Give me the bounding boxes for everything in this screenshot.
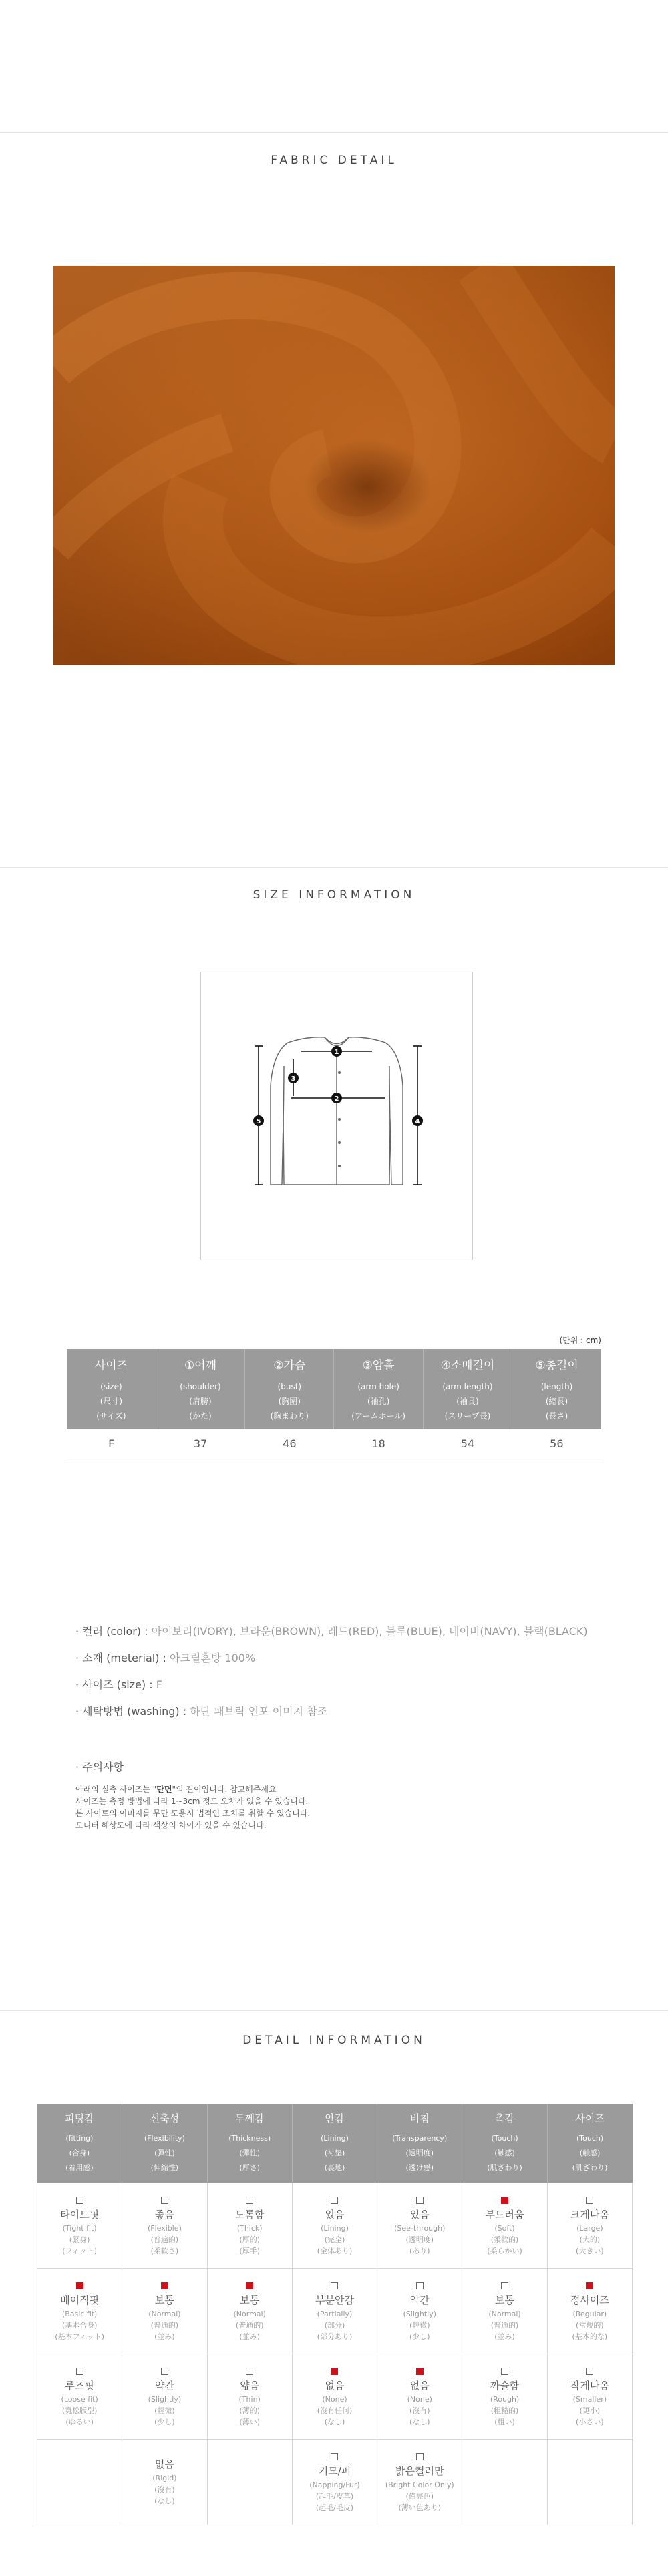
- svg-text:5: 5: [256, 1118, 261, 1125]
- detail-cell: [462, 2183, 547, 2268]
- header-label-jp: (透け感): [405, 2163, 434, 2172]
- option-label-en: (Regular): [572, 2309, 607, 2318]
- checkbox-checked: [161, 2282, 168, 2289]
- checkbox-unchecked: [501, 2282, 508, 2289]
- option-label: 까슬함: [490, 2379, 520, 2392]
- checkbox-unchecked: [331, 2282, 338, 2289]
- option-label-cn: (緊身): [69, 2235, 90, 2244]
- option-label-en: (Thick): [236, 2223, 263, 2233]
- option-label-cn: (薄的): [239, 2406, 260, 2415]
- option-label-cn: (普通的): [235, 2320, 264, 2330]
- fabric-photo: [53, 266, 615, 665]
- header-label: 피팅감: [65, 2112, 94, 2125]
- header-label: 안감: [325, 2112, 345, 2125]
- option-label-cn: (完全): [324, 2235, 345, 2244]
- header-label-cn: (袖孔): [367, 1396, 390, 1406]
- option-label-en: (Rigid): [152, 2474, 177, 2482]
- header-label-en: (Flexibility): [144, 2133, 185, 2143]
- option-label-en: (Normal): [233, 2309, 266, 2318]
- option-label-cn: (寬松版型): [61, 2406, 98, 2415]
- option-label-jp: (なし): [409, 2417, 430, 2426]
- option-label-jp: (あり): [409, 2246, 430, 2255]
- divider-notice: [0, 2010, 668, 2011]
- detail-cell: [37, 2354, 122, 2439]
- header-label: 신축성: [150, 2112, 180, 2125]
- notice-line: 본 사이트의 이미지를 무단 도용시 법적인 조치를 취할 수 있습니다.: [75, 1809, 311, 1818]
- header-label-en: (length): [540, 1381, 573, 1391]
- header-label-cn: (尺寸): [100, 1396, 123, 1406]
- option-label: 베이직핏: [60, 2293, 100, 2306]
- header-label-cn: (彈性): [154, 2148, 175, 2157]
- size-header-cell: [423, 1349, 512, 1429]
- size-table-header: [67, 1349, 601, 1429]
- option-label-cn: (輕微): [409, 2320, 430, 2330]
- detail-header-cell: [292, 2104, 377, 2183]
- option-label: 없음: [325, 2379, 345, 2392]
- option-label-jp: (並み): [154, 2332, 175, 2341]
- header-label-cn: (胸圍): [278, 1396, 301, 1406]
- option-label-en: (Basic fit): [61, 2309, 98, 2318]
- header-label-en: (Lining): [321, 2133, 349, 2143]
- option-label-cn: (沒有): [154, 2485, 175, 2494]
- detail-cell: [547, 2439, 632, 2525]
- option-label-cn: (普通的): [150, 2320, 179, 2330]
- detail-cell: [37, 2183, 122, 2268]
- option-label-en: (See-through): [394, 2223, 446, 2233]
- option-label-en: (Tight fit): [62, 2223, 97, 2233]
- header-label-jp: (着用感): [65, 2163, 94, 2172]
- checkbox-unchecked: [416, 2282, 424, 2289]
- header-label-jp: (肌ざわり): [487, 2163, 522, 2172]
- header-label: 사이즈: [575, 2112, 605, 2125]
- checkbox-unchecked: [161, 2368, 168, 2375]
- option-label: 도톰함: [234, 2208, 265, 2221]
- option-label-en: (Loose fit): [61, 2394, 98, 2404]
- table-cell: 37: [156, 1429, 244, 1459]
- detail-cell: [122, 2183, 207, 2268]
- size-header-cell: [156, 1349, 244, 1429]
- option-label-cn: (厚的): [239, 2235, 260, 2244]
- detail-cell: [207, 2268, 292, 2354]
- detail-header-cell: [37, 2104, 122, 2183]
- option-label-jp: (なし): [324, 2417, 345, 2426]
- option-label-cn: (普通的): [490, 2320, 519, 2330]
- detail-cell: [207, 2439, 292, 2525]
- detail-cell: [207, 2354, 292, 2439]
- option-label-en: (Rough): [490, 2394, 520, 2404]
- option-label-cn: (柔軟的): [490, 2235, 519, 2244]
- svg-text:2: 2: [334, 1095, 339, 1103]
- table-row: [37, 2354, 633, 2439]
- header-label: ①어깨: [184, 1358, 217, 1372]
- option-label-jp: (ゆるい): [65, 2417, 94, 2426]
- notice-title: · 주의사항: [75, 1761, 124, 1773]
- option-label-jp: (並み): [494, 2332, 515, 2341]
- header-label-en: (arm length): [442, 1381, 493, 1391]
- option-label-en: (None): [322, 2394, 347, 2404]
- checkbox-checked: [76, 2282, 84, 2289]
- divider-fabric: [0, 867, 668, 868]
- header-label-cn: (衬垫): [324, 2148, 345, 2157]
- option-label-cn: (部分): [324, 2320, 345, 2330]
- option-label: 약간: [154, 2379, 174, 2392]
- table-cell: 46: [245, 1429, 334, 1459]
- checkbox-checked: [586, 2282, 593, 2289]
- option-label-en: (Napping/Fur): [309, 2480, 360, 2489]
- option-label: 기모/퍼: [318, 2464, 351, 2477]
- detail-table: [37, 2104, 633, 2525]
- info-material: · 소재 (meterial) : 아크릴혼방 100%: [75, 1652, 256, 1664]
- option-label-en: (Flexible): [147, 2223, 182, 2233]
- option-label: 없음: [409, 2379, 430, 2392]
- option-label: 보통: [495, 2293, 515, 2306]
- header-label-jp: (長さ): [545, 1411, 568, 1421]
- table-row: [37, 2183, 633, 2268]
- option-label-en: (Normal): [148, 2309, 181, 2318]
- table-cell: F: [67, 1429, 156, 1459]
- detail-cell: [547, 2183, 632, 2268]
- size-information-title: SIZE INFORMATION: [253, 888, 415, 902]
- option-label-cn: (透明度): [405, 2235, 434, 2244]
- header-label-jp: (厚さ): [239, 2163, 260, 2172]
- option-label-cn: (輕微): [154, 2406, 175, 2415]
- checkbox-unchecked: [76, 2368, 84, 2375]
- header-label-jp: (伸縮性): [150, 2163, 179, 2172]
- header-label-cn: (触感): [579, 2148, 601, 2157]
- checkbox-unchecked: [501, 2368, 508, 2375]
- detail-cell: [462, 2268, 547, 2354]
- detail-cell: [122, 2439, 207, 2525]
- table-cell: 54: [423, 1429, 512, 1459]
- checkbox-unchecked: [416, 2453, 424, 2460]
- option-label: 보통: [240, 2293, 260, 2306]
- detail-header-cell: [547, 2104, 632, 2183]
- detail-table-header: [37, 2104, 633, 2183]
- detail-cell: [37, 2439, 122, 2525]
- option-label-jp: (薄い色あり): [398, 2503, 442, 2512]
- option-label-cn: (粗糙的): [490, 2406, 519, 2415]
- detail-cell: [462, 2354, 547, 2439]
- option-label-en: (Slightly): [148, 2394, 182, 2404]
- option-label-en: (Soft): [494, 2223, 515, 2233]
- size-header-cell: [512, 1349, 601, 1429]
- header-label-en: (size): [100, 1381, 122, 1391]
- option-label-jp: (少し): [154, 2417, 175, 2426]
- header-label: ②가슴: [273, 1358, 306, 1372]
- option-label-cn: (起毛/皮草): [315, 2491, 354, 2501]
- option-label-jp: (フィット): [62, 2246, 97, 2255]
- checkbox-unchecked: [246, 2197, 253, 2204]
- detail-cell: [292, 2354, 377, 2439]
- option-label: 타이트핏: [60, 2208, 100, 2221]
- option-label-jp: (粗い): [494, 2417, 515, 2426]
- option-label: 약간: [409, 2293, 430, 2306]
- notice-line: 모니터 해상도에 따라 색상의 차이가 있을 수 있습니다.: [75, 1821, 267, 1830]
- header-label: 촉감: [495, 2112, 515, 2125]
- option-label: 보통: [154, 2293, 174, 2306]
- size-header-cell: [245, 1349, 334, 1429]
- header-label-cn: (透明度): [405, 2148, 434, 2157]
- checkbox-unchecked: [331, 2197, 338, 2204]
- notice-line: 아래의 실측 사이즈는 "단면"의 길이입니다. 참고해주세요: [75, 1785, 277, 1794]
- header-label-cn: (肩膀): [189, 1396, 212, 1406]
- option-label-jp: (基本的な): [572, 2332, 608, 2341]
- detail-cell: [462, 2439, 547, 2525]
- header-label-en: (bust): [277, 1381, 302, 1391]
- detail-header-cell: [377, 2104, 462, 2183]
- header-label-jp: (胸まわり): [270, 1411, 309, 1421]
- header-label-jp: (肌ざわり): [572, 2163, 608, 2172]
- option-label-cn: (基本合身): [61, 2320, 98, 2330]
- option-label-cn: (普遍的): [150, 2235, 179, 2244]
- size-header-cell: [67, 1349, 156, 1429]
- table-cell: 18: [334, 1429, 423, 1459]
- option-label-jp: (少し): [409, 2332, 430, 2341]
- unit-label: (단위 : cm): [559, 1336, 601, 1345]
- detail-cell: [292, 2439, 377, 2525]
- detail-cell: [122, 2268, 207, 2354]
- svg-text:1: 1: [334, 1049, 339, 1056]
- option-label-en: (Large): [576, 2223, 603, 2233]
- checkbox-checked: [246, 2282, 253, 2289]
- option-label: 정사이즈: [570, 2293, 609, 2306]
- option-label-cn: (常規的): [576, 2320, 604, 2330]
- option-label-jp: (小さい): [576, 2417, 604, 2426]
- detail-information-title: DETAIL INFORMATION: [242, 2034, 426, 2047]
- detail-cell: [377, 2439, 462, 2525]
- detail-cell: [547, 2354, 632, 2439]
- header-label-cn: (袖長): [456, 1396, 479, 1406]
- svg-text:3: 3: [291, 1075, 296, 1083]
- option-label-jp: (基本フィット): [55, 2332, 104, 2341]
- option-label: 얇음: [240, 2379, 260, 2392]
- svg-text:4: 4: [415, 1118, 420, 1125]
- detail-cell: [37, 2268, 122, 2354]
- option-label-en: (Bright Color Only): [385, 2480, 454, 2489]
- checkbox-unchecked: [331, 2453, 338, 2460]
- option-label-jp: (柔らかい): [487, 2246, 522, 2255]
- header-label-en: (Touch): [576, 2133, 604, 2143]
- info-color: · 컬러 (color) : 아이보리(IVORY), 브라운(BROWN), 레드(RED), 블루(BLUE), 네이비(NAVY), 블랙(BLACK): [75, 1625, 588, 1638]
- header-label-jp: (スリーブ長): [444, 1411, 491, 1421]
- size-diagram: [200, 972, 473, 1260]
- option-label-jp: (なし): [154, 2497, 175, 2505]
- header-label: ⑤총길이: [535, 1358, 578, 1372]
- header-label-jp: (アームホール): [351, 1411, 406, 1421]
- checkbox-unchecked: [416, 2197, 424, 2204]
- header-label-jp: (裏地): [324, 2163, 345, 2172]
- option-label-jp: (柔軟さ): [150, 2246, 179, 2255]
- header-label-en: (arm hole): [357, 1381, 399, 1391]
- info-size: · 사이즈 (size) : F: [75, 1678, 162, 1691]
- option-label: 크게나옴: [570, 2208, 609, 2221]
- header-label-cn: (触感): [494, 2148, 515, 2157]
- size-header-cell: [334, 1349, 423, 1429]
- checkbox-unchecked: [76, 2197, 84, 2204]
- detail-cell: [377, 2268, 462, 2354]
- detail-header-cell: [207, 2104, 292, 2183]
- option-label-jp: (並み): [239, 2332, 260, 2341]
- header-label-en: (Transparency): [392, 2133, 448, 2143]
- checkbox-checked: [501, 2197, 508, 2204]
- checkbox-unchecked: [246, 2368, 253, 2375]
- option-label-jp: (部分あり): [317, 2332, 353, 2341]
- checkbox-unchecked: [586, 2197, 593, 2204]
- detail-cell: [122, 2354, 207, 2439]
- option-label-cn: (僅亮色): [405, 2491, 434, 2501]
- header-label-en: (shoulder): [180, 1381, 221, 1391]
- table-row: [37, 2439, 633, 2525]
- detail-header-cell: [122, 2104, 207, 2183]
- product-info-list: [75, 1618, 588, 1725]
- header-label-cn: (合身): [69, 2148, 90, 2157]
- header-label-cn: (彈性): [239, 2148, 260, 2157]
- checkbox-checked: [416, 2368, 424, 2375]
- header-label: 비침: [409, 2112, 430, 2125]
- detail-cell: [377, 2354, 462, 2439]
- checkbox-checked: [331, 2368, 338, 2375]
- header-label-cn: (總長): [545, 1396, 568, 1406]
- size-table: [67, 1349, 601, 1459]
- option-label: 부드러움: [485, 2208, 524, 2221]
- divider-top: [0, 132, 668, 133]
- option-label-en: (Normal): [488, 2309, 521, 2318]
- header-label: ④소매길이: [440, 1358, 495, 1372]
- option-label: 작게나옴: [570, 2379, 609, 2392]
- header-label: 두께감: [234, 2112, 265, 2125]
- detail-cell: [292, 2268, 377, 2354]
- option-label-cn: (大的): [579, 2235, 601, 2244]
- option-label-en: (Partially): [317, 2309, 353, 2318]
- header-label-en: (Thickness): [228, 2133, 271, 2143]
- table-row: [67, 1429, 601, 1459]
- option-label-cn: (沒有任何): [317, 2406, 353, 2415]
- detail-cell: [547, 2268, 632, 2354]
- fabric-detail-title: FABRIC DETAIL: [271, 154, 397, 167]
- option-label: 루즈핏: [65, 2379, 94, 2392]
- header-label-jp: (サイズ): [96, 1411, 126, 1421]
- checkbox-unchecked: [161, 2197, 168, 2204]
- detail-header-cell: [462, 2104, 547, 2183]
- info-washing: · 세탁방법 (washing) : 하단 패브릭 인포 이미지 참조: [75, 1705, 328, 1718]
- option-label: 있음: [325, 2208, 345, 2221]
- option-label-en: (Thin): [238, 2394, 261, 2404]
- notice: [75, 1759, 310, 1831]
- header-label-en: (fitting): [65, 2133, 94, 2143]
- option-label-jp: (薄い): [239, 2417, 260, 2426]
- option-label-jp: (厚手): [239, 2246, 260, 2255]
- table-cell: 56: [512, 1429, 601, 1459]
- notice-line: 사이즈는 측정 방법에 따라 1~3cm 정도 오차가 있을 수 있습니다.: [75, 1797, 309, 1806]
- header-label-en: (Touch): [491, 2133, 518, 2143]
- detail-cell: [207, 2183, 292, 2268]
- option-label-jp: (起毛/毛皮): [315, 2503, 354, 2512]
- detail-cell: [377, 2183, 462, 2268]
- header-label: ③암홀: [362, 1358, 395, 1372]
- option-label-en: (None): [407, 2394, 432, 2404]
- option-label-jp: (大きい): [576, 2246, 604, 2255]
- table-row: [37, 2268, 633, 2354]
- option-label-cn: (沒有): [409, 2406, 430, 2415]
- detail-cell: [292, 2183, 377, 2268]
- checkbox-unchecked: [586, 2368, 593, 2375]
- option-label: 없음: [154, 2458, 174, 2470]
- option-label-en: (Slightly): [403, 2309, 437, 2318]
- option-label-jp: (全体あり): [317, 2246, 353, 2255]
- option-label-en: (Lining): [321, 2223, 349, 2233]
- option-label: 있음: [409, 2208, 430, 2221]
- option-label: 부분안감: [315, 2293, 354, 2306]
- header-label: 사이즈: [94, 1358, 128, 1372]
- header-label-jp: (かた): [189, 1411, 212, 1421]
- option-label: 좋음: [154, 2208, 174, 2221]
- option-label: 밝은컬러만: [395, 2464, 444, 2477]
- option-label-cn: (更小): [579, 2406, 601, 2415]
- option-label-en: (Smaller): [572, 2394, 607, 2404]
